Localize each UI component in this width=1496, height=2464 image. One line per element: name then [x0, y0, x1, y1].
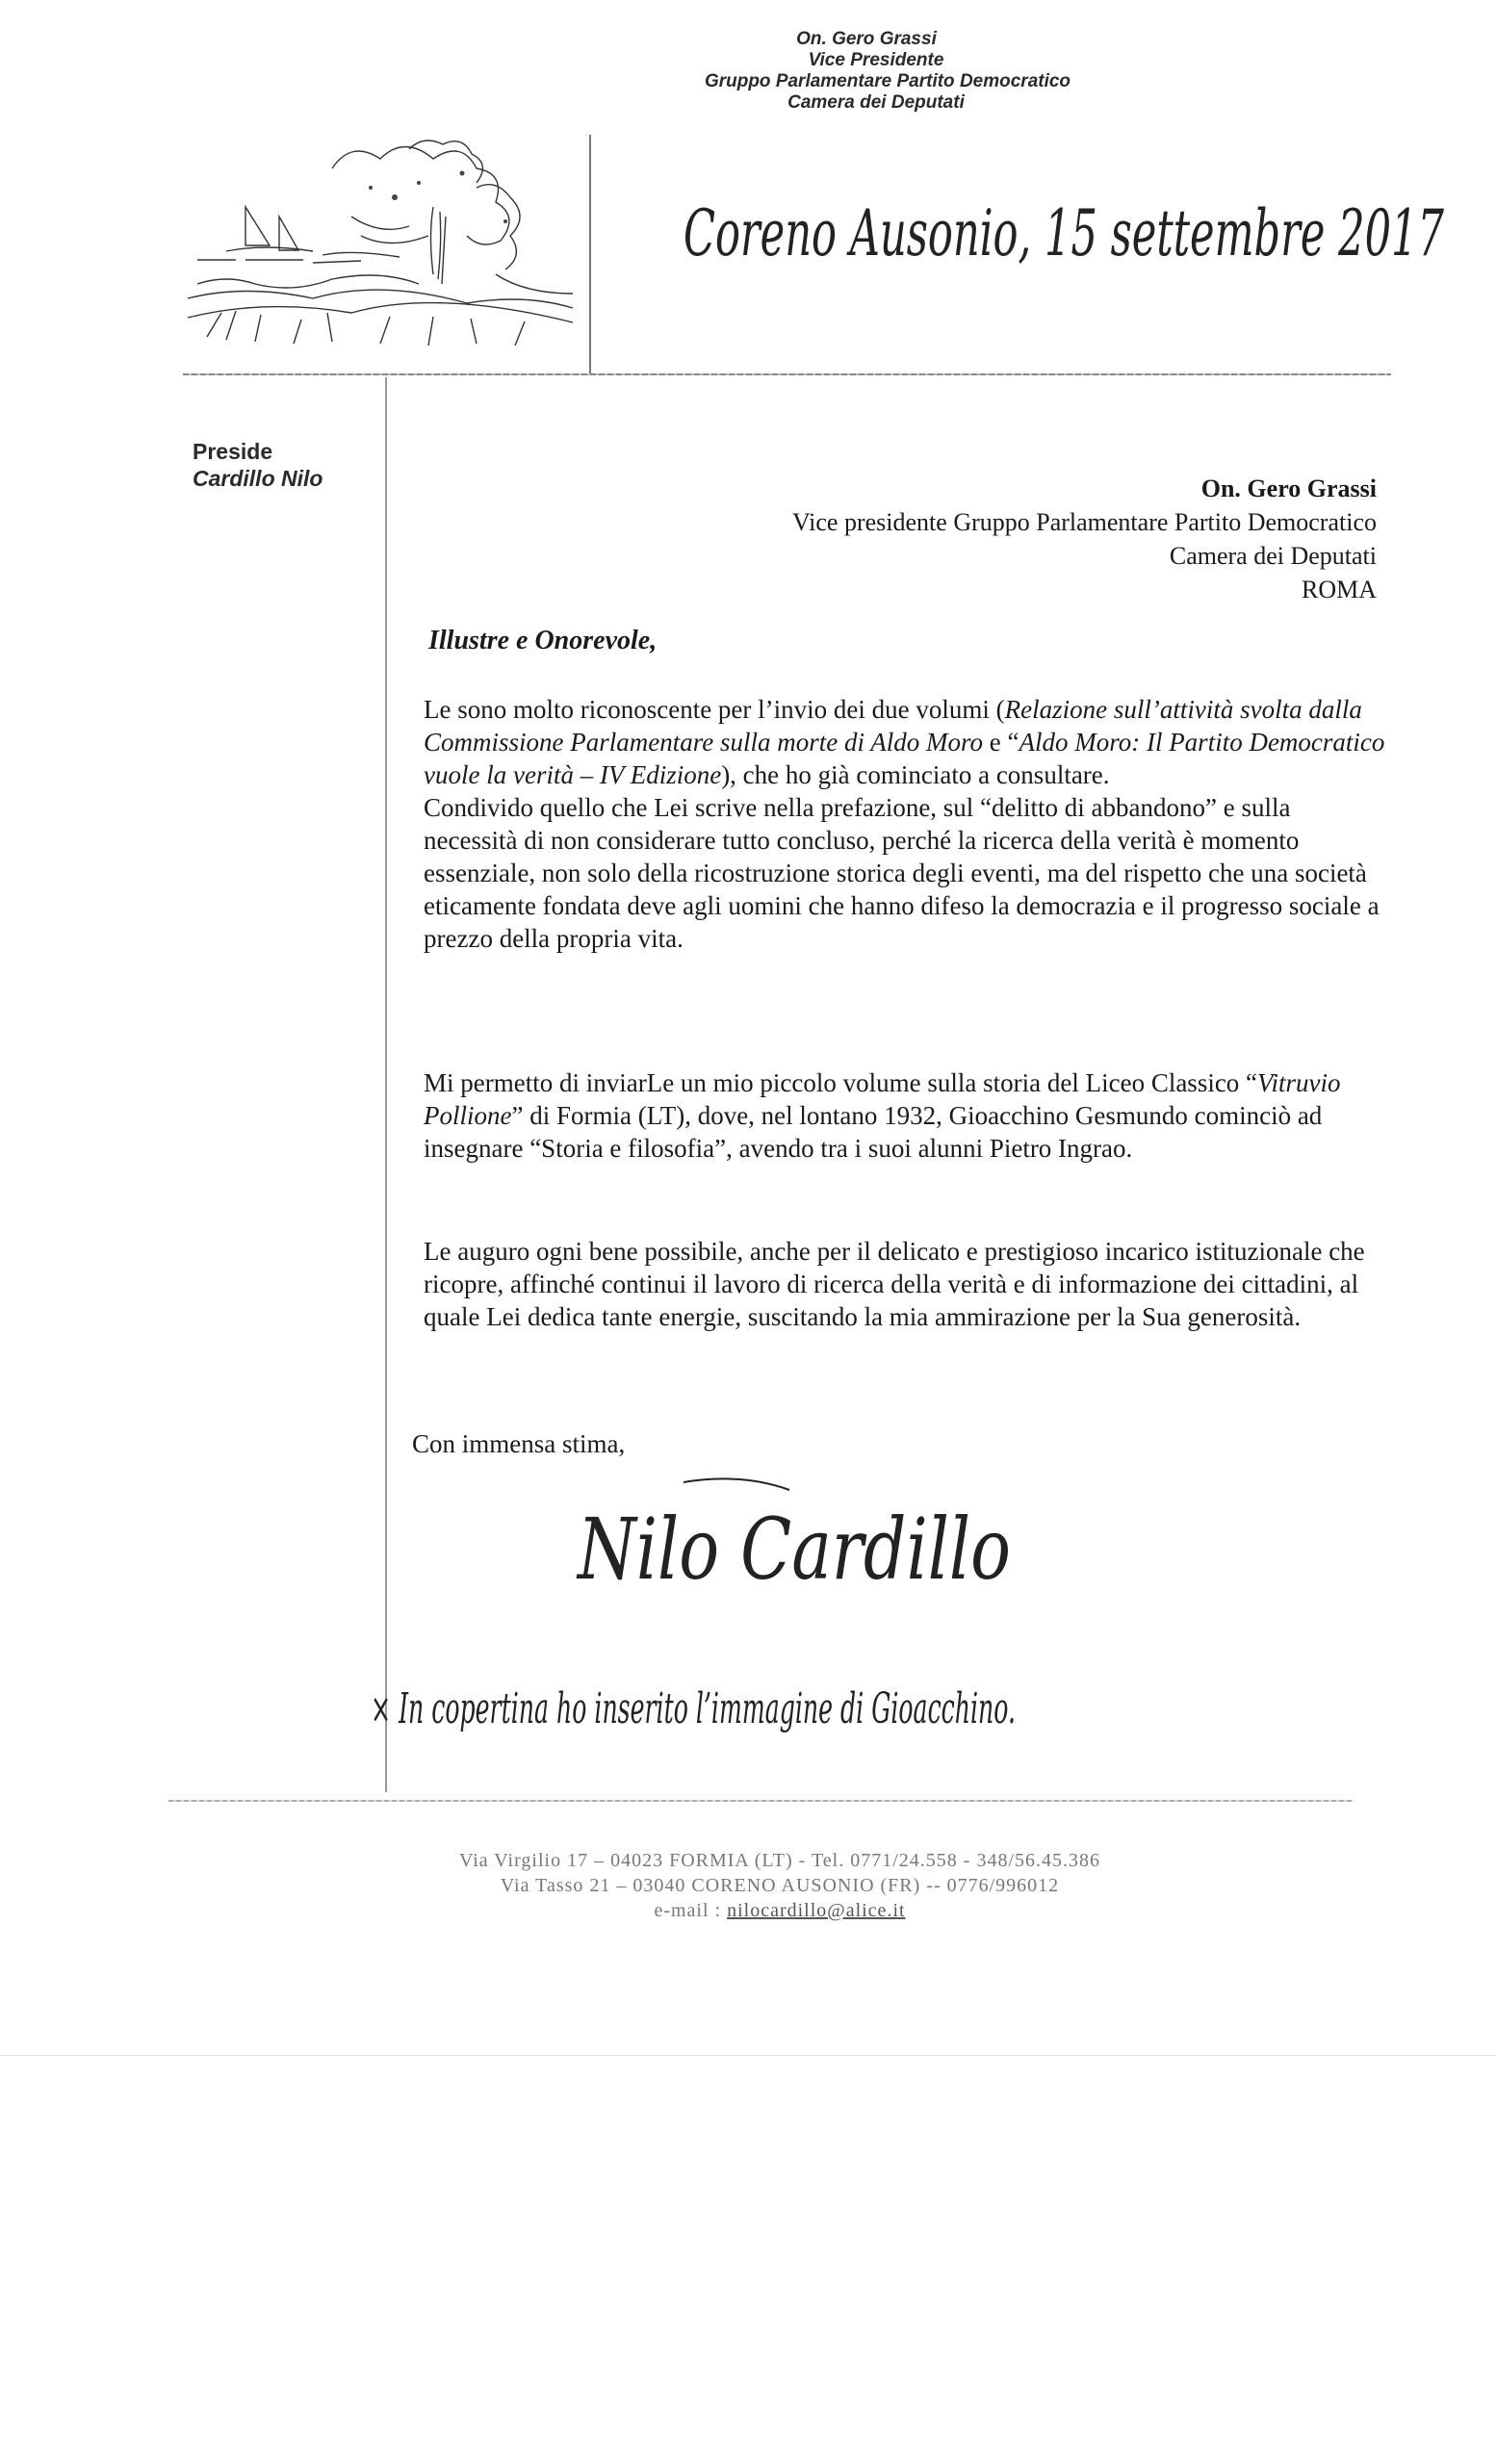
paragraph-4-block — [424, 1235, 1386, 1333]
sender-block — [193, 438, 322, 492]
paragraph-1 — [424, 693, 1386, 791]
addressee-name: On. Gero Grassi — [1200, 475, 1377, 502]
handwritten-date-text: Coreno Ausonio, 15 settembre 2017 — [684, 196, 1445, 270]
footer-email-link[interactable]: nilocardillo@alice.it — [727, 1900, 906, 1921]
footer-divider — [168, 1800, 1353, 1802]
paragraph-4: Le auguro ogni bene possibile, anche per il delicato e prestigioso incarico istituzionale che ricopre, affinché continui il lavoro di ricerca della verità e di informazione dei cittadini, al quale Lei dedica tante energie, suscitando la mia ammirazione per la Sua generosità. — [424, 1237, 1365, 1331]
letterhead-illustration — [188, 130, 582, 351]
paragraph-3-text-b: ” di Formia (LT), dove, nel lontano 1932, Gioacchino Gesmundo cominciò ad insegnare “Storia e filosofia”, avendo tra i suoi alunni Pietro Ingrao. — [424, 1101, 1323, 1163]
footer — [347, 1848, 1213, 1923]
paragraph-1-title-a: Relazione sull’attività svolta dalla Commissione Parlamentare sulla morte di Aldo Moro — [424, 695, 1362, 757]
addressee-role: Vice presidente Gruppo Parlamentare Partito Democratico — [791, 508, 1377, 536]
footer-email-label: e-mail : — [654, 1900, 722, 1921]
handwritten-note — [371, 1665, 1025, 1819]
letterhead-name: On. Gero Grassi — [796, 29, 937, 49]
handwritten-note-text: × In copertina ho inserito l’immagine di Gioacchino. — [371, 1684, 1016, 1733]
letter-body — [424, 693, 1386, 955]
paragraph-3 — [424, 1066, 1386, 1165]
footer-email-line — [347, 1898, 1213, 1923]
addressee-office: Camera dei Deputati — [1169, 542, 1377, 570]
margin-divider — [385, 377, 387, 1792]
addressee-block — [578, 472, 1377, 606]
signature-text: Nilo Cardillo — [576, 1500, 1011, 1599]
paragraph-2: Condivido quello che Lei scrive nella prefazione, sul “delitto di abbandono” e sulla necessità di non considerare tutto concluso, perché la ricerca della verità è momento essenziale, non solo della ricostruzione storica degli eventi, ma del rispetto che una società eticamente fondata deve agli uomini che hanno difeso la democrazia e il progresso sociale a prezzo della propria vita. — [424, 793, 1380, 953]
paragraph-3-title: Vitruvio Pollione — [424, 1068, 1341, 1130]
paragraph-1-text-b: e “ — [983, 728, 1019, 757]
closing: Con immensa stima, — [412, 1429, 626, 1458]
letterhead-divider-horizontal — [183, 373, 1391, 375]
paragraph-3-text-a: Mi permetto di inviarLe un mio piccolo volume sulla storia del Liceo Classico “ — [424, 1068, 1258, 1097]
letterhead-chamber: Camera dei Deputati — [787, 92, 965, 113]
footer-address-1: Via Virgilio 17 – 04023 FORMIA (LT) - Tel. 0771/24.558 - 348/56.45.386 — [458, 1850, 1100, 1871]
addressee-city: ROMA — [1301, 576, 1377, 603]
paragraph-1-text-c: ), che ho già cominciato a consultare. — [721, 760, 1110, 789]
footer-address-2: Via Tasso 21 – 03040 CORENO AUSONIO (FR) -- 0776/996012 — [500, 1875, 1060, 1896]
sender-name: Cardillo Nilo — [193, 466, 323, 491]
sender-title: Preside — [193, 439, 273, 464]
letterhead-stamp — [674, 29, 1078, 114]
paragraph-3-block — [424, 1066, 1386, 1165]
salutation: Illustre e Onorevole, — [428, 626, 658, 655]
handwritten-date — [684, 178, 1454, 294]
paragraph-1-title-b: Aldo Moro: Il Partito Democratico vuole la verità – IV Edizione — [424, 728, 1385, 789]
scan-edge — [0, 2055, 1496, 2056]
letterhead-divider-vertical — [589, 135, 591, 375]
paragraph-1-text-a: Le sono molto riconoscente per l’invio dei due volumi ( — [424, 695, 1005, 724]
letterhead-group: Gruppo Parlamentare Partito Democratico — [704, 71, 1071, 91]
signature — [568, 1463, 1030, 1617]
letterhead-role: Vice Presidente — [808, 50, 944, 70]
